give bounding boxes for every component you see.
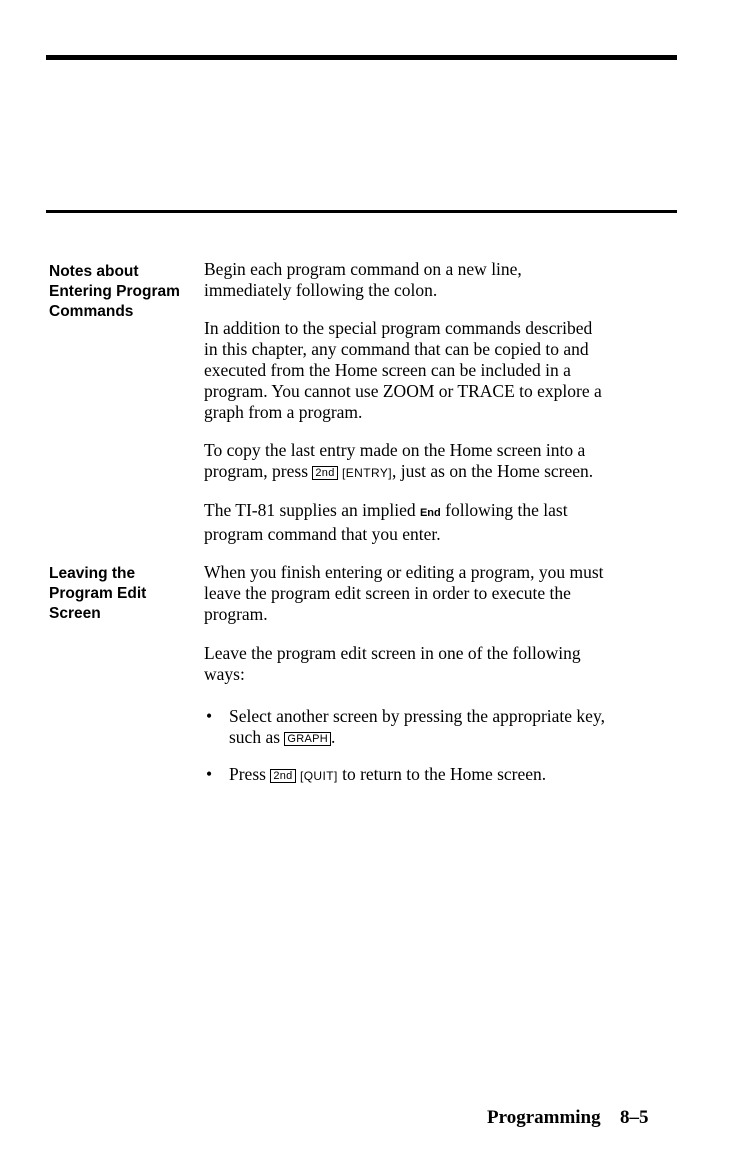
paragraph-line: To copy the last entry made on the Home screen into a (204, 440, 586, 460)
text-run: . (331, 727, 336, 747)
2nd-key-icon: 2nd (312, 466, 337, 480)
top-rule (46, 55, 677, 60)
heading-line: Entering Program (49, 283, 180, 300)
paragraph-implied-end (204, 500, 684, 545)
bullet-text (229, 764, 546, 787)
paragraph-line: ways: (204, 664, 245, 684)
paragraph-leave-editor (204, 562, 684, 625)
paragraph-begin (204, 259, 684, 301)
paragraph-line: When you finish entering or editing a program, you must (204, 562, 604, 582)
paragraph-line: leave the program edit screen in order to execute the (204, 583, 571, 603)
heading-line: Screen (49, 605, 101, 622)
bullet-text (229, 706, 605, 748)
paragraph-line (204, 500, 684, 524)
text-run: following the last (440, 500, 568, 520)
section-heading-leaving (49, 564, 199, 624)
end-keyword: End (419, 507, 441, 519)
entry-secondary-key: [ENTRY] (342, 466, 392, 480)
paragraph-line: program. You cannot use ZOOM or TRACE to explore a (204, 381, 602, 401)
section-heading-notes (49, 262, 199, 322)
text-run: Press (229, 764, 271, 784)
paragraph-addition (204, 318, 684, 423)
paragraph-line: In addition to the special program commands described (204, 318, 593, 338)
quit-secondary-key: [QUIT] (299, 769, 338, 783)
paragraph-leave-ways (204, 643, 684, 685)
graph-key-icon: GRAPH (284, 732, 331, 746)
chapter-title: Programming (487, 1107, 601, 1128)
bullet-line (229, 727, 605, 748)
paragraph-line: executed from the Home screen can be included in a (204, 360, 571, 380)
section-rule (46, 210, 677, 213)
bullet-line (229, 764, 546, 787)
paragraph-line: Leave the program edit screen in one of the following (204, 643, 581, 663)
text-run: such as (229, 727, 285, 747)
paragraph-copy-entry (204, 440, 684, 484)
heading-line: Leaving the (49, 565, 136, 582)
heading-line: Commands (49, 303, 134, 320)
paragraph-line: immediately following the colon. (204, 280, 438, 300)
paragraph-line: program command that you enter. (204, 524, 441, 544)
paragraph-line (204, 461, 684, 484)
bullet-icon: • (206, 764, 213, 784)
text-run: , just as on the Home screen. (391, 461, 594, 481)
text-run: program, press (204, 461, 313, 481)
bullet-line: Select another screen by pressing the appropriate key, (229, 706, 605, 726)
page-number: 8–5 (620, 1107, 649, 1128)
heading-line: Program Edit (49, 585, 147, 602)
text-run: to return to the Home screen. (337, 764, 547, 784)
paragraph-line: Begin each program command on a new line, (204, 259, 522, 279)
heading-line: Notes about (49, 263, 139, 280)
paragraph-line: program. (204, 604, 268, 624)
text-run: The TI-81 supplies an implied (204, 500, 420, 520)
2nd-key-icon: 2nd (270, 769, 295, 783)
paragraph-line: in this chapter, any command that can be copied to and (204, 339, 589, 359)
paragraph-line: graph from a program. (204, 402, 363, 422)
bullet-icon: • (206, 706, 213, 726)
